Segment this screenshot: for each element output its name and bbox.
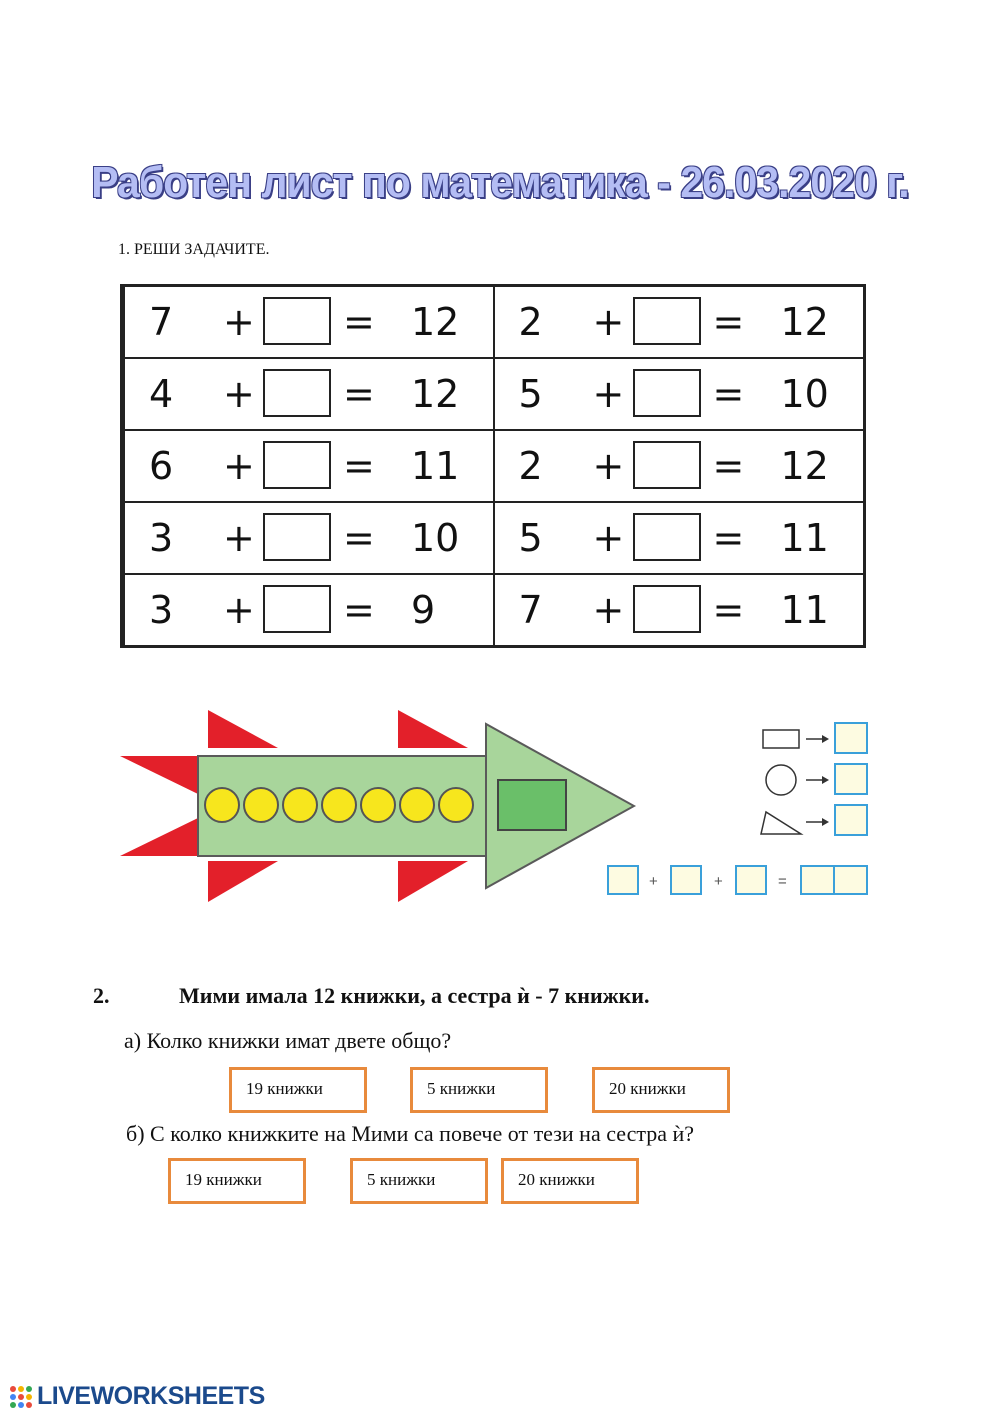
addend: 3 <box>149 588 174 632</box>
sum: 11 <box>780 588 829 632</box>
sum: 12 <box>411 300 460 344</box>
equation-cell <box>125 359 493 429</box>
plus-sign: + <box>223 588 255 632</box>
sum: 9 <box>411 588 436 632</box>
tail-triangle <box>120 818 198 856</box>
option-b-3[interactable]: 20 книжки <box>501 1158 639 1204</box>
sum: 12 <box>411 372 460 416</box>
plus-sign: + <box>592 588 625 632</box>
equation-cell <box>495 359 864 429</box>
fin-triangle <box>398 710 468 748</box>
addend: 2 <box>518 444 543 488</box>
option-a-3[interactable]: 20 книжки <box>592 1067 730 1113</box>
worksheet-title: Работен лист по математика - 26.03.2020 г. <box>91 158 909 207</box>
answer-box-rectangles[interactable] <box>835 723 867 753</box>
sum: 11 <box>780 516 829 560</box>
circle-shape <box>322 788 356 822</box>
table-row <box>123 286 865 359</box>
task2-number: 2. <box>93 983 110 1008</box>
sum-plus-text: + <box>714 873 723 890</box>
legend-rectangle-icon <box>763 730 799 748</box>
addend: 5 <box>518 372 543 416</box>
option-a-1[interactable]: 19 книжки <box>229 1067 367 1113</box>
circle-shape <box>283 788 317 822</box>
window-rectangle <box>498 780 566 830</box>
answer-box[interactable] <box>633 441 701 489</box>
rocket-svg <box>118 706 882 912</box>
answer-box[interactable] <box>263 441 331 489</box>
equation-cell <box>495 575 864 645</box>
table-row <box>123 574 865 647</box>
option-b-2[interactable]: 5 книжки <box>350 1158 488 1204</box>
fin-triangle <box>208 710 278 748</box>
sum: 12 <box>780 300 829 344</box>
liveworksheets-logo <box>8 1382 265 1410</box>
answer-box[interactable] <box>263 585 331 633</box>
arrow-head-icon <box>822 735 829 743</box>
plus-sign: + <box>592 300 625 344</box>
table-row <box>123 502 865 574</box>
task2-text: Мими имала 12 книжки, а сестра ѝ - 7 книжки. <box>179 983 650 1008</box>
equals-sign: = <box>343 444 375 488</box>
plus-sign: + <box>223 300 255 344</box>
answer-box[interactable] <box>633 297 701 345</box>
total-tens-box[interactable] <box>801 866 834 894</box>
plus-sign: + <box>223 372 255 416</box>
sum-answer-box[interactable] <box>608 866 638 894</box>
table-row <box>123 430 865 502</box>
circle-shape <box>244 788 278 822</box>
plus-sign: + <box>223 516 255 560</box>
table-row <box>123 358 865 430</box>
addend: 5 <box>518 516 543 560</box>
sum-equals-text: = <box>778 873 787 890</box>
tail-triangle <box>120 756 198 794</box>
answer-box[interactable] <box>633 369 701 417</box>
equation-cell <box>495 287 864 357</box>
equals-sign: = <box>343 300 375 344</box>
legend-circle-icon <box>766 765 796 795</box>
answer-box[interactable] <box>633 513 701 561</box>
task1-label: 1. РЕШИ ЗАДАЧИТЕ. <box>118 241 270 258</box>
sum-answer-box[interactable] <box>671 866 701 894</box>
plus-sign: + <box>223 444 255 488</box>
equals-sign: = <box>712 444 745 488</box>
equation-cell <box>495 503 864 573</box>
sum-answer-box[interactable] <box>736 866 766 894</box>
equations-table <box>120 284 866 648</box>
circle-shape <box>439 788 473 822</box>
addend: 7 <box>518 588 543 632</box>
plus-sign: + <box>592 516 625 560</box>
option-a-2[interactable]: 5 книжки <box>410 1067 548 1113</box>
answer-box[interactable] <box>263 513 331 561</box>
addend: 3 <box>149 516 174 560</box>
plus-sign: + <box>592 372 625 416</box>
equation-cell <box>125 287 493 357</box>
sum: 10 <box>780 372 829 416</box>
question-a: а) Колко книжки имат двете общо? <box>124 1028 452 1053</box>
answer-box[interactable] <box>633 585 701 633</box>
plus-sign: + <box>592 444 625 488</box>
equation-cell <box>125 503 493 573</box>
equals-sign: = <box>712 300 745 344</box>
equals-sign: = <box>343 372 375 416</box>
equals-sign: = <box>712 516 745 560</box>
arrow-head-icon <box>822 818 829 826</box>
equation-cell <box>495 431 864 501</box>
sum: 10 <box>411 516 460 560</box>
logo-text: LIVEWORKSHEETS <box>37 1381 265 1410</box>
equals-sign: = <box>343 588 375 632</box>
answer-box-circles[interactable] <box>835 764 867 794</box>
addend: 2 <box>518 300 543 344</box>
circle-shape <box>361 788 395 822</box>
answer-box[interactable] <box>263 369 331 417</box>
equals-sign: = <box>343 516 375 560</box>
equation-cell <box>125 575 493 645</box>
addend: 6 <box>149 444 174 488</box>
legend-triangle-icon <box>761 812 801 834</box>
sum: 11 <box>411 444 460 488</box>
circle-shape <box>205 788 239 822</box>
rocket-figure <box>118 706 882 912</box>
arrow-head-icon <box>822 776 829 784</box>
equation-cell <box>125 431 493 501</box>
addend: 4 <box>149 372 174 416</box>
question-b: б) С колко книжките на Мими са повече от тези на сестра ѝ? <box>126 1121 695 1146</box>
equals-sign: = <box>712 588 745 632</box>
circle-shape <box>400 788 434 822</box>
fin-triangle <box>398 861 468 902</box>
total-ones-box[interactable] <box>834 866 867 894</box>
equals-sign: = <box>712 372 745 416</box>
fin-triangle <box>208 861 278 902</box>
logo-icon <box>8 1384 34 1408</box>
addend: 7 <box>149 300 174 344</box>
answer-box-triangles[interactable] <box>835 805 867 835</box>
sum-plus-text: + <box>649 873 658 890</box>
option-b-1[interactable]: 19 книжки <box>168 1158 306 1204</box>
answer-box[interactable] <box>263 297 331 345</box>
sum: 12 <box>780 444 829 488</box>
